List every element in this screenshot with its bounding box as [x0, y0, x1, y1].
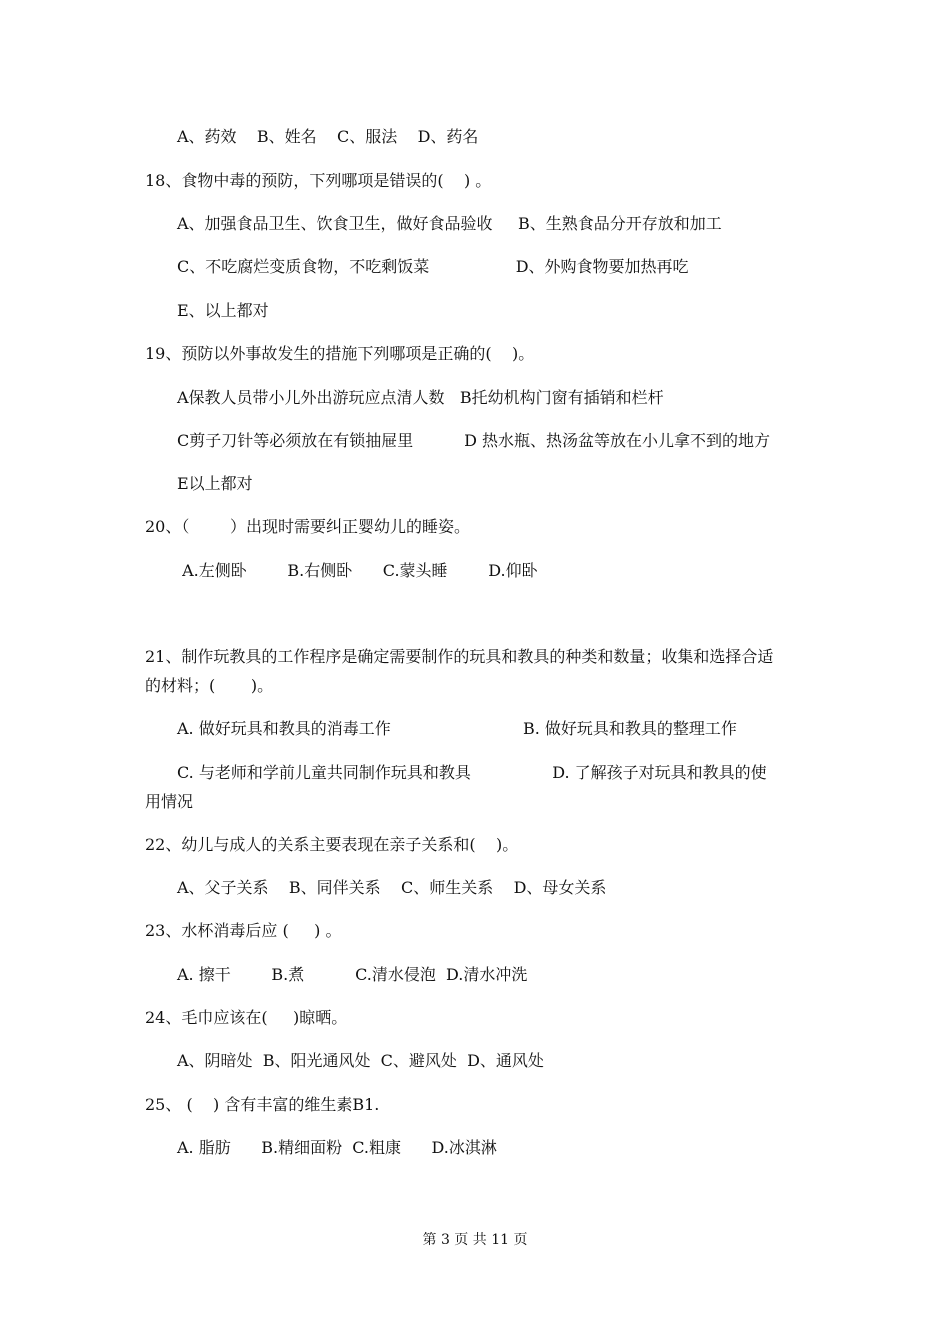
q23-stem: 23、水杯消毒后应 ( ) 。 [145, 921, 342, 940]
q20-stem: 20、（ ）出现时需要纠正婴幼儿的睡姿。 [145, 517, 471, 536]
q17-options: A、药效 B、姓名 C、服法 D、药名 [177, 127, 479, 146]
q21-stem: 21、制作玩教具的工作程序是确定需要制作的玩具和教具的种类和数量；收集和选择合适 [145, 647, 774, 666]
q20-options: A.左侧卧 B.右侧卧 C.蒙头睡 D.仰卧 [177, 561, 538, 580]
q18-options-ab: A、加强食品卫生、饮食卫生，做好食品验收 B、生熟食品分开存放和加工 [177, 214, 722, 233]
q18-stem: 18、食物中毒的预防，下列哪项是错误的( ) 。 [145, 171, 492, 190]
q19-options-cd: C剪子刀针等必须放在有锁抽屉里 D 热水瓶、热汤盆等放在小儿拿不到的地方 [177, 431, 771, 450]
q19-options-ab: A保教人员带小儿外出游玩应点清人数 B托幼机构门窗有插销和栏杆 [177, 388, 664, 407]
q21-options-cd: C. 与老师和学前儿童共同制作玩具和教具 D. 了解孩子对玩具和教具的使 [177, 763, 767, 782]
q22-stem: 22、幼儿与成人的关系主要表现在亲子关系和( )。 [145, 835, 519, 854]
q25-options: A. 脂肪 B.精细面粉 C.粗康 D.冰淇淋 [177, 1138, 497, 1157]
q18-option-e: E、以上都对 [177, 301, 269, 320]
q18-options-cd: C、不吃腐烂变质食物，不吃剩饭菜 D、外购食物要加热再吃 [177, 257, 689, 276]
q21-stem-cont: 的材料；( )。 [145, 676, 274, 695]
q24-stem: 24、毛巾应该在( )晾晒。 [145, 1008, 348, 1027]
q21-options-ab: A. 做好玩具和教具的消毒工作 B. 做好玩具和教具的整理工作 [177, 719, 737, 738]
q22-options: A、父子关系 B、同伴关系 C、师生关系 D、母女关系 [177, 878, 607, 897]
q19-option-e: E以上都对 [177, 474, 253, 493]
q24-options: A、阴暗处 B、阳光通风处 C、避风处 D、通风处 [177, 1051, 544, 1070]
q21-options-cont: 用情况 [145, 792, 194, 811]
q25-stem: 25、 ( ) 含有丰富的维生素B1. [145, 1095, 380, 1114]
q23-options: A. 擦干 B.煮 C.清水侵泡 D.清水冲洗 [177, 965, 528, 984]
q19-stem: 19、预防以外事故发生的措施下列哪项是正确的( )。 [145, 344, 535, 363]
page-footer: 第 3 页 共 11 页 [422, 1232, 528, 1248]
